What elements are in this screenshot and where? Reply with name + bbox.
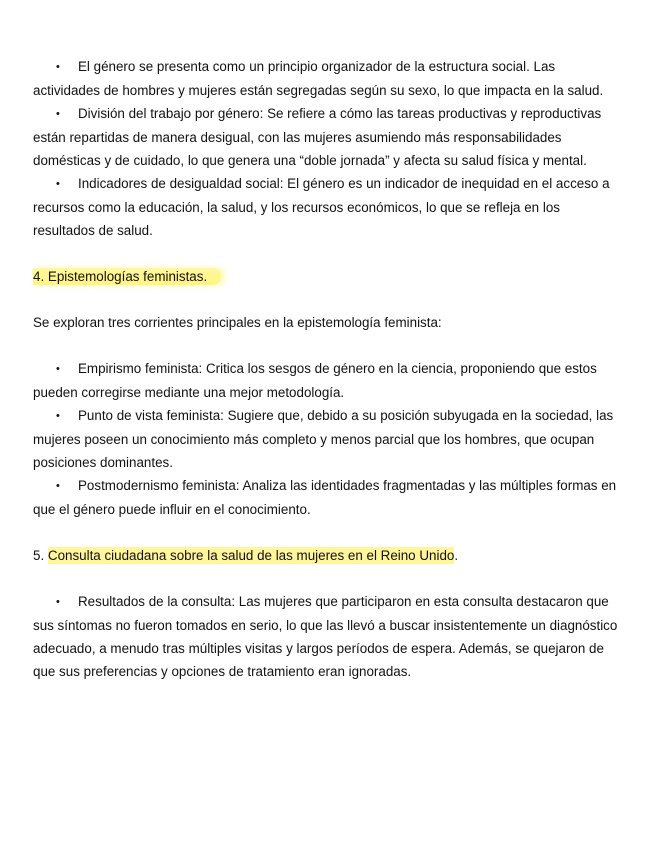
bullet-icon: • bbox=[56, 363, 60, 375]
section5-heading bbox=[33, 544, 623, 567]
section-title: Epistemologías feministas. bbox=[47, 269, 208, 284]
bullet-icon: • bbox=[56, 596, 60, 608]
list-item: • Postmodernismo feminista: Analiza las identidades fragmentadas y las múltiples formas en que el género puede influir en el conocimiento. bbox=[33, 474, 623, 521]
bullet-icon: • bbox=[56, 61, 60, 73]
highlighted-heading bbox=[33, 268, 221, 285]
list-item: • División del trabajo por género: Se refiere a cómo las tareas productivas y reproductivas están repartidas de manera desigual, con las mujeres asumiendo más responsabilidades domésticas y de cuidado, lo que genera una “doble jornada” y afecta su salud física y mental. bbox=[33, 102, 623, 172]
list-item: • Indicadores de desigualdad social: El género es un indicador de inequidad en el acceso a recursos como la educación, la salud, y los recursos económicos, lo que se refleja en los resultados de salud. bbox=[33, 172, 623, 242]
section-number: 4. bbox=[33, 269, 45, 284]
section5-bullet-list bbox=[33, 590, 623, 683]
list-item: • El género se presenta como un principio organizador de la estructura social. Las actividades de hombres y mujeres están segregadas según su sexo, lo que impacta en la salud. bbox=[33, 55, 623, 102]
bullet-icon: • bbox=[56, 480, 60, 492]
section-number: 5. bbox=[33, 548, 45, 563]
section-title-end: . bbox=[454, 548, 459, 563]
section-title: Consulta ciudadana sobre la salud de las mujeres en el Reino Unido bbox=[47, 548, 455, 563]
document-page bbox=[33, 55, 623, 683]
section4-bullet-list bbox=[33, 357, 623, 521]
section3-bullet-list bbox=[33, 55, 623, 242]
bullet-icon: • bbox=[56, 178, 60, 190]
list-item: • Punto de vista feminista: Sugiere que, debido a su posición subyugada en la sociedad, las mujeres poseen un conocimiento más completo y menos parcial que los hombres, que ocupan posiciones dominantes. bbox=[33, 404, 623, 474]
list-item: • Resultados de la consulta: Las mujeres que participaron en esta consulta destacaron que sus síntomas no fueron tomados en serio, lo que las llevó a buscar insistentemente un diagnóstico adecuado, a menudo tras múltiples visitas y largos períodos de espera. Además, se quejaron de que sus preferencias y opciones de tratamiento eran ignoradas. bbox=[33, 590, 623, 683]
list-item: • Empirismo feminista: Critica los sesgos de género en la ciencia, proponiendo que estos pueden corregirse mediante una mejor metodología. bbox=[33, 357, 623, 404]
section4-intro: Se exploran tres corrientes principales en la epistemología feminista: bbox=[33, 315, 442, 330]
bullet-icon: • bbox=[56, 108, 60, 120]
bullet-icon: • bbox=[56, 410, 60, 422]
section4-heading bbox=[33, 265, 623, 288]
